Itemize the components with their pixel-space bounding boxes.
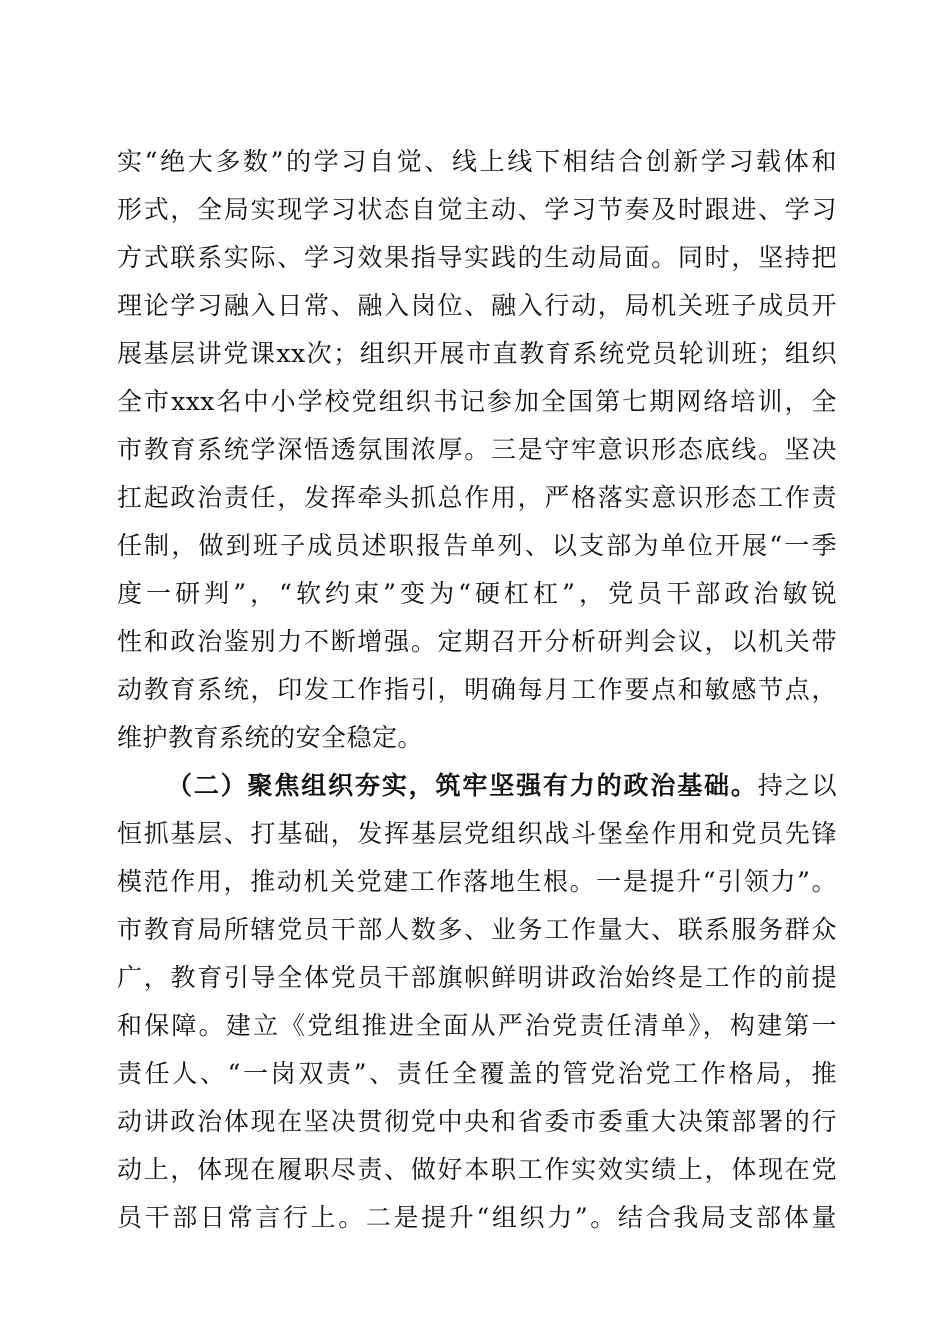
body-line-8: 扛起政治责任，发挥牵头抓总作用，严格落实意识形态工作责 (117, 483, 837, 512)
section-heading-line (167, 766, 837, 806)
body-line-3: 方式联系实际、学习效果指导实践的生动局面。同时，坚持把 (117, 243, 837, 272)
body-line-11: 性和政治鉴别力不断增强。定期召开分析研判会议，以机关带 (117, 627, 837, 656)
section-line-7: 动讲政治体现在坚决贯彻党中央和省委市委重大决策部署的行 (117, 1107, 837, 1136)
body-line-6: 全市xxx名中小学校党组织书记参加全国第七期网络培训，全 (117, 387, 837, 416)
body-line-1: 实“绝大多数”的学习自觉、线上线下相结合创新学习载体和 (117, 147, 837, 176)
section-line-9: 员干部日常言行上。二是提升“组织力”。结合我局支部体量 (117, 1203, 837, 1232)
section-line-8: 动上，体现在履职尽责、做好本职工作实效实绩上，体现在党 (117, 1155, 837, 1184)
body-line-7: 市教育系统学深悟透氛围浓厚。三是守牢意识形态底线。坚决 (117, 435, 837, 464)
body-line-2: 形式，全局实现学习状态自觉主动、学习节奏及时跟进、学习 (117, 195, 837, 224)
section-line-3: 市教育局所辖党员干部人数多、业务工作量大、联系服务群众 (117, 915, 837, 944)
section-heading-rest: 持之以 (757, 771, 837, 800)
section-line-1: 恒抓基层、打基础，发挥基层党组织战斗堡垒作用和党员先锋 (117, 819, 837, 848)
body-line-4: 理论学习融入日常、融入岗位、融入行动，局机关班子成员开 (117, 291, 837, 320)
section-line-6: 责任人、“一岗双责”、责任全覆盖的管党治党工作格局，推 (117, 1059, 837, 1088)
section-line-4: 广，教育引导全体党员干部旗帜鲜明讲政治始终是工作的前提 (117, 963, 837, 992)
section-heading: （二）聚焦组织夯实，筑牢坚强有力的政治基础。 (167, 771, 758, 800)
section-line-5: 和保障。建立《党组推进全面从严治党责任清单》，构建第一 (117, 1011, 837, 1040)
body-line-10: 度一研判”，“软约束”变为“硬杠杠”，党员干部政治敏锐 (117, 579, 837, 608)
body-line-5: 展基层讲党课xx次；组织开展市直教育系统党员轮训班；组织 (117, 339, 837, 368)
body-line-13: 维护教育系统的安全稳定。 (117, 723, 424, 752)
body-line-12: 动教育系统，印发工作指引，明确每月工作要点和敏感节点， (117, 675, 837, 704)
body-line-9: 任制，做到班子成员述职报告单列、以支部为单位开展“一季 (117, 531, 837, 560)
section-line-2: 模范作用，推动机关党建工作落地生根。一是提升“引领力”。 (117, 867, 837, 896)
